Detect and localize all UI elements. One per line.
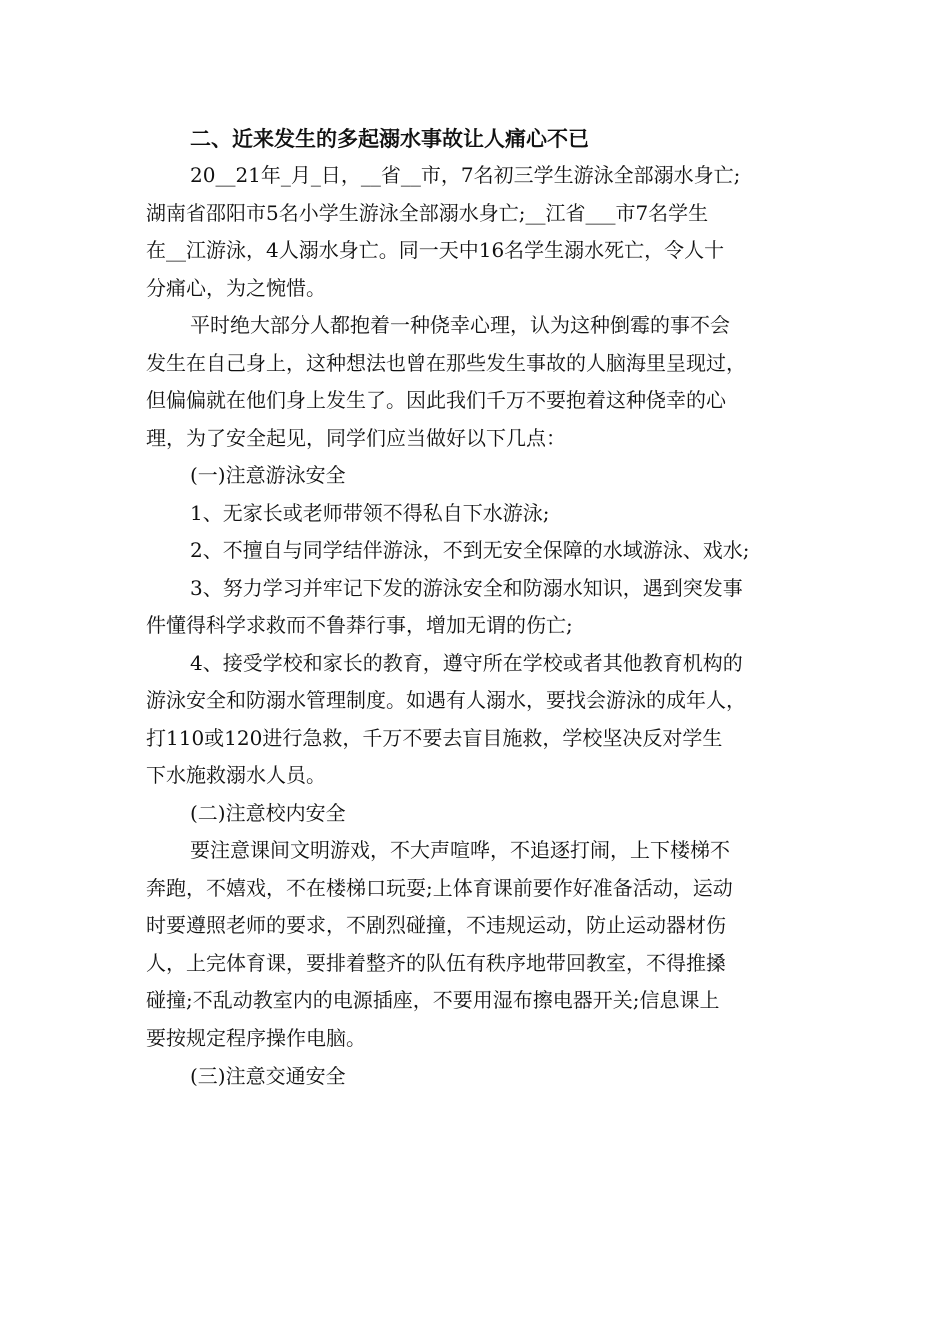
text-line: 打110或120进行急救，千万不要去盲目施救，学校坚决反对学生 — [146, 725, 723, 750]
text-line: 碰撞;不乱动教室内的电源插座，不要用湿布擦电器开关;信息课上 — [146, 988, 720, 1012]
list-item: 1、无家长或老师带领不得私自下水游泳; — [190, 500, 550, 525]
text-line: 20__21年_月_日，__省__市，7名初三学生游泳全部溺水身亡; — [190, 163, 741, 187]
text-line: 在__江游泳，4人溺水身亡。同一天中16名学生溺水死亡，令人十 — [146, 238, 725, 262]
text-line: 要按规定程序操作电脑。 — [146, 1025, 366, 1050]
text-line: 游泳安全和防溺水管理制度。如遇有人溺水，要找会游泳的成年人， — [146, 688, 746, 712]
subsection-title-campus: (二)注意校内安全 — [190, 800, 346, 825]
text-line: 分痛心，为之惋惜。 — [146, 275, 326, 300]
text-line: 件懂得科学求救而不鲁莽行事，增加无谓的伤亡; — [146, 613, 573, 637]
text-line: 理，为了安全起见，同学们应当做好以下几点： — [146, 425, 566, 450]
document-body — [146, 122, 806, 1097]
text-line: 平时绝大部分人都抱着一种侥幸心理，认为这种倒霉的事不会 — [190, 313, 730, 337]
subsection-title-swimming: (一)注意游泳安全 — [190, 463, 346, 487]
list-item — [146, 571, 806, 643]
text-line: 4、接受学校和家长的教育，遵守所在学校或者其他教育机构的 — [190, 650, 743, 675]
text-line: 人，上完体育课，要排着整齐的队伍有秩序地带回教室，不得推搡 — [146, 950, 726, 975]
paragraph-campus-safety — [146, 833, 806, 1055]
list-item — [146, 646, 806, 793]
paragraph-accidents — [146, 158, 806, 305]
paragraph-luck-mentality — [146, 308, 806, 455]
section-heading: 二、近来发生的多起溺水事故让人痛心不已 — [190, 127, 589, 151]
text-line: 时要遵照老师的要求，不剧烈碰撞，不违规运动，防止运动器材伤 — [146, 913, 726, 937]
text-line: 湖南省邵阳市5名小学生游泳全部溺水身亡;__江省___市7名学生 — [146, 200, 709, 225]
list-item: 2、不擅自与同学结伴游泳，不到无安全保障的水域游泳、戏水; — [190, 538, 750, 562]
text-line: 但偏偏就在他们身上发生了。因此我们千万不要抱着这种侥幸的心 — [146, 388, 726, 412]
text-line: 要注意课间文明游戏，不大声喧哗，不追逐打闹，上下楼梯不 — [190, 838, 730, 862]
text-line: 下水施救溺水人员。 — [146, 763, 326, 787]
subsection-title-traffic: (三)注意交通安全 — [190, 1064, 346, 1088]
text-line: 3、努力学习并牢记下发的游泳安全和防溺水知识，遇到突发事 — [190, 575, 743, 600]
text-line: 奔跑，不嬉戏，不在楼梯口玩耍;上体育课前要作好准备活动，运动 — [146, 875, 733, 900]
text-line: 发生在自己身上，这种想法也曾在那些发生事故的人脑海里呈现过， — [146, 350, 746, 375]
